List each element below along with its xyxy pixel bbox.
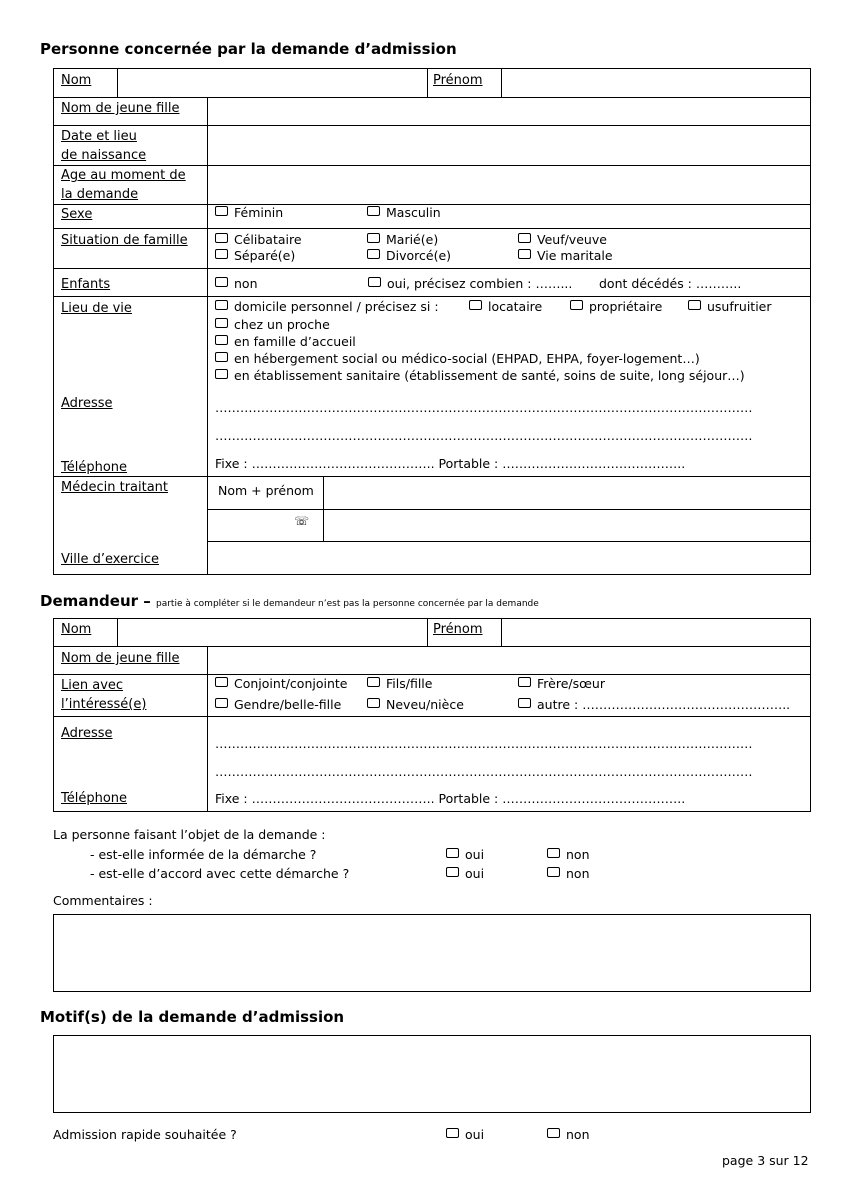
- checkbox-icon[interactable]: [367, 206, 380, 216]
- label-date-lieu: Date et lieu: [61, 129, 137, 144]
- checkbox-icon[interactable]: [518, 698, 531, 708]
- enfants-decedes: dont décédés : ………..: [599, 276, 742, 291]
- label-age-demande: la demande: [61, 187, 139, 202]
- enfants-oui[interactable]: oui, précisez combien : ……...: [368, 276, 572, 291]
- checkbox-icon[interactable]: [215, 369, 228, 379]
- label-telephone: Téléphone: [61, 460, 128, 475]
- label-lien-avec: Lien avec: [61, 678, 124, 693]
- checkbox-icon[interactable]: [446, 867, 459, 877]
- demandeur-title: Demandeur –: [40, 592, 151, 610]
- lieu-hebergement[interactable]: en hébergement social ou médico-social (EHPAD, EHPA, foyer-logement…): [215, 351, 700, 366]
- demandeur-subtitle: partie à compléter si le demandeur n’est pas la personne concernée par la demande: [156, 599, 539, 609]
- informee-non[interactable]: non: [547, 847, 590, 862]
- section-title-motifs: Motif(s) de la demande d’admission: [40, 1008, 345, 1026]
- nom-field[interactable]: [120, 70, 425, 95]
- demandeur-label-prenom: Prénom: [433, 622, 483, 637]
- accord-oui[interactable]: oui: [446, 866, 484, 881]
- demandeur-adresse-line-1[interactable]: …………………………………………………………………………………………………………………: [215, 736, 753, 751]
- ville-exercice-field[interactable]: [210, 544, 809, 573]
- demandeur-label-adresse: Adresse: [61, 726, 113, 741]
- demandeur-label-telephone: Téléphone: [61, 791, 128, 806]
- label-nom: Nom: [61, 73, 92, 88]
- situation-vie-maritale[interactable]: Vie maritale: [518, 248, 613, 263]
- checkbox-icon[interactable]: [547, 867, 560, 877]
- situation-separe[interactable]: Séparé(e): [215, 248, 295, 263]
- phone-icon: ☏: [294, 514, 310, 528]
- checkbox-icon[interactable]: [367, 249, 380, 259]
- checkbox-icon[interactable]: [215, 277, 228, 287]
- checkbox-icon[interactable]: [368, 277, 381, 287]
- accord-non[interactable]: non: [547, 866, 590, 881]
- demandeur-label-nom: Nom: [61, 622, 92, 637]
- label-enfants: Enfants: [61, 277, 111, 292]
- demandeur-nom-field[interactable]: [120, 620, 425, 644]
- checkbox-icon[interactable]: [367, 698, 380, 708]
- lien-gendre[interactable]: Gendre/belle-fille: [215, 697, 341, 712]
- question-informee: - est-elle informée de la démarche ?: [90, 847, 317, 862]
- situation-marie[interactable]: Marié(e): [367, 232, 438, 247]
- lien-autre[interactable]: autre : …………………………………………..: [518, 697, 790, 712]
- question-accord: - est-elle d’accord avec cette démarche ?: [90, 866, 350, 881]
- label-age: Age au moment de: [61, 168, 186, 183]
- commentaires-label: Commentaires :: [53, 893, 153, 908]
- checkbox-icon[interactable]: [215, 318, 228, 328]
- enfants-non[interactable]: non: [215, 276, 258, 291]
- demandeur-jeune-fille-field[interactable]: [210, 648, 809, 672]
- prenom-field[interactable]: [504, 70, 809, 95]
- lieu-famille-accueil[interactable]: en famille d’accueil: [215, 334, 356, 349]
- lien-frere[interactable]: Frère/sœur: [518, 676, 605, 691]
- checkbox-icon[interactable]: [367, 233, 380, 243]
- age-field[interactable]: [210, 167, 809, 203]
- lien-conjoint[interactable]: Conjoint/conjointe: [215, 676, 347, 691]
- checkbox-icon[interactable]: [215, 677, 228, 687]
- checkbox-icon[interactable]: [469, 300, 482, 310]
- adresse-line-2[interactable]: …………………………………………………………………………………………………………………: [215, 428, 753, 443]
- adresse-line-1[interactable]: …………………………………………………………………………………………………………………: [215, 400, 753, 415]
- checkbox-icon[interactable]: [547, 848, 560, 858]
- section-title-demandeur: [40, 592, 539, 610]
- label-interesse: l’intéressé(e): [61, 697, 147, 712]
- label-ville-exercice: Ville d’exercice: [61, 552, 159, 567]
- admission-oui[interactable]: oui: [446, 1127, 484, 1142]
- checkbox-icon[interactable]: [518, 249, 531, 259]
- demandeur-prenom-field[interactable]: [504, 620, 809, 644]
- checkbox-icon[interactable]: [215, 352, 228, 362]
- lieu-proche[interactable]: chez un proche: [215, 317, 330, 332]
- checkbox-icon[interactable]: [518, 677, 531, 687]
- checkbox-icon[interactable]: [518, 233, 531, 243]
- lien-fils[interactable]: Fils/fille: [367, 676, 432, 691]
- lieu-domicile[interactable]: domicile personnel / précisez si :: [215, 299, 439, 314]
- sexe-masculin[interactable]: Masculin: [367, 205, 441, 220]
- section-title-personne: Personne concernée par la demande d’admission: [40, 40, 457, 58]
- label-medecin: Médecin traitant: [61, 480, 169, 495]
- demandeur-telephone-line[interactable]: Fixe : …………………………………….. Portable : ……………………………………..: [215, 791, 686, 806]
- lieu-locataire[interactable]: locataire: [469, 299, 542, 314]
- label-situation: Situation de famille: [61, 233, 188, 248]
- lieu-proprietaire[interactable]: propriétaire: [570, 299, 662, 314]
- checkbox-icon[interactable]: [367, 677, 380, 687]
- page-number: page 3 sur 12: [722, 1153, 809, 1168]
- checkbox-icon[interactable]: [215, 698, 228, 708]
- sexe-feminin[interactable]: Féminin: [215, 205, 283, 220]
- lieu-usufruitier[interactable]: usufruitier: [688, 299, 772, 314]
- motifs-box[interactable]: [53, 1035, 811, 1113]
- medecin-nom-label: Nom + prénom: [218, 483, 314, 498]
- checkbox-icon[interactable]: [215, 233, 228, 243]
- situation-veuf[interactable]: Veuf/veuve: [518, 232, 607, 247]
- question-intro: La personne faisant l’objet de la demande :: [53, 827, 326, 842]
- medecin-telephone-field[interactable]: [326, 512, 809, 539]
- commentaires-box[interactable]: [53, 914, 811, 992]
- checkbox-icon[interactable]: [547, 1128, 560, 1138]
- admission-non[interactable]: non: [547, 1127, 590, 1142]
- date-lieu-naissance-field[interactable]: [210, 127, 809, 163]
- label-nom-jeune-fille: Nom de jeune fille: [61, 101, 180, 116]
- label-naissance: de naissance: [61, 148, 147, 163]
- label-adresse: Adresse: [61, 396, 113, 411]
- checkbox-icon[interactable]: [688, 300, 701, 310]
- checkbox-icon[interactable]: [215, 335, 228, 345]
- medecin-nom-field[interactable]: [326, 479, 809, 507]
- label-prenom: Prénom: [433, 73, 483, 88]
- demandeur-label-jeune-fille: Nom de jeune fille: [61, 651, 180, 666]
- lien-neveu[interactable]: Neveu/nièce: [367, 697, 464, 712]
- checkbox-icon[interactable]: [215, 300, 228, 310]
- checkbox-icon[interactable]: [446, 848, 459, 858]
- checkbox-icon[interactable]: [215, 249, 228, 259]
- admission-rapide-label: Admission rapide souhaitée ?: [53, 1127, 237, 1142]
- situation-celibataire[interactable]: Célibataire: [215, 232, 302, 247]
- informee-oui[interactable]: oui: [446, 847, 484, 862]
- situation-divorce[interactable]: Divorcé(e): [367, 248, 451, 263]
- checkbox-icon[interactable]: [570, 300, 583, 310]
- label-sexe: Sexe: [61, 207, 93, 222]
- demandeur-adresse-line-2[interactable]: …………………………………………………………………………………………………………………: [215, 764, 753, 779]
- label-lieu-de-vie: Lieu de vie: [61, 301, 132, 316]
- lieu-etablissement[interactable]: en établissement sanitaire (établissement de santé, soins de suite, long séjour…): [215, 368, 745, 383]
- nom-jeune-fille-field[interactable]: [210, 99, 809, 124]
- telephone-line[interactable]: Fixe : …………………………………….. Portable : ……………………………………..: [215, 456, 686, 471]
- checkbox-icon[interactable]: [446, 1128, 459, 1138]
- checkbox-icon[interactable]: [215, 206, 228, 216]
